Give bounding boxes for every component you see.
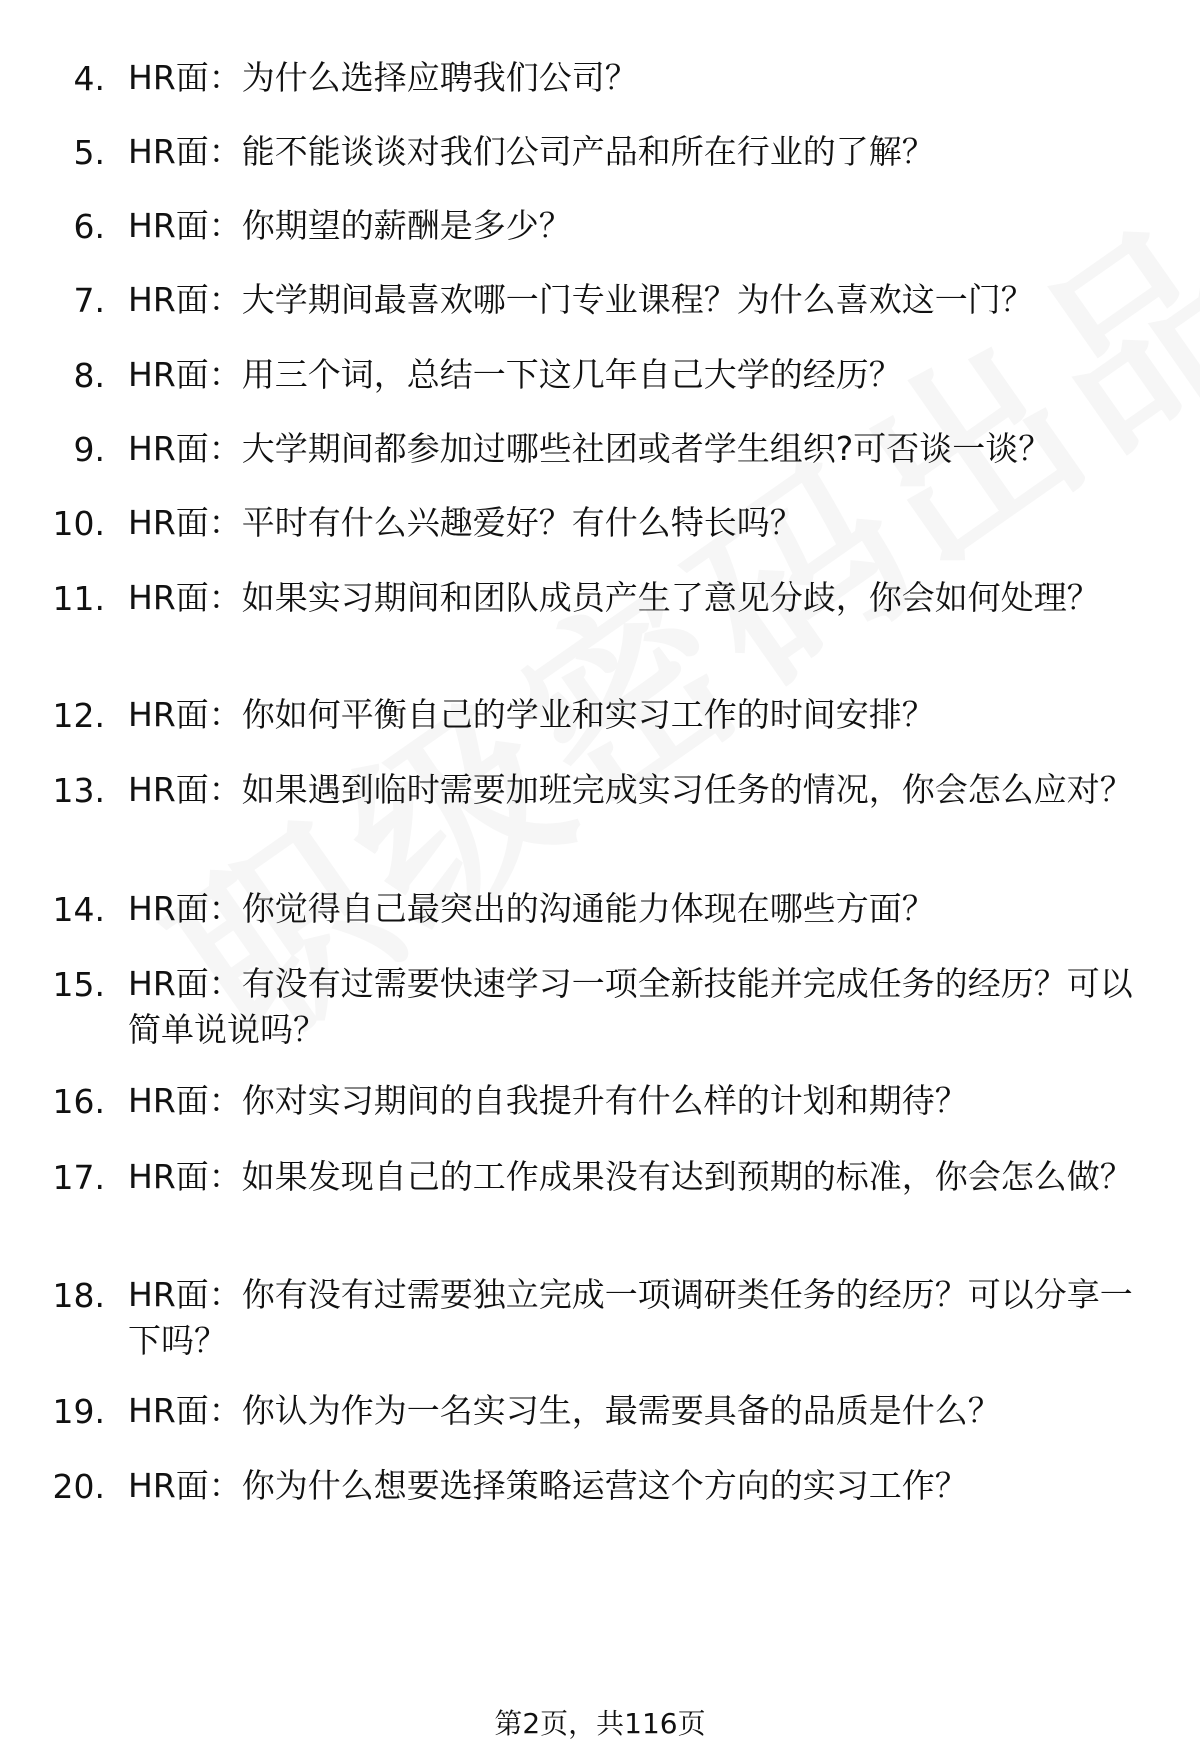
page-footer [0, 1706, 1200, 1742]
question-text: HR面：你有没有过需要独立完成一项调研类任务的经历？可以分享一下吗？ [128, 1275, 1133, 1360]
question-number: 7. [73, 281, 105, 320]
question-text: HR面：为什么选择应聘我们公司？ [128, 58, 638, 97]
question-text: HR面：如果实习期间和团队成员产生了意见分歧，你会如何处理？ [128, 578, 1100, 617]
question-number: 11. [52, 579, 105, 618]
question-number: 17. [52, 1158, 105, 1197]
question-text: HR面：如果发现自己的工作成果没有达到预期的标准，你会怎么做？ [128, 1157, 1133, 1196]
question-text: HR面：你期望的薪酬是多少？ [128, 206, 572, 245]
question-text: HR面：你如何平衡自己的学业和实习工作的时间安排？ [128, 695, 935, 734]
watermark [112, 349, 1147, 1291]
question-number: 16. [52, 1082, 105, 1121]
question-number: 10. [52, 504, 105, 543]
question-number: 4. [73, 59, 105, 98]
question-number: 5. [73, 133, 105, 172]
question-number: 6. [73, 207, 105, 246]
question-number: 9. [73, 430, 105, 469]
question-text: HR面：你为什么想要选择策略运营这个方向的实习工作？ [128, 1466, 968, 1505]
question-number: 14. [52, 890, 105, 929]
question-number: 15. [52, 965, 105, 1004]
question-number: 19. [52, 1392, 105, 1431]
question-text: HR面：有没有过需要快速学习一项全新技能并完成任务的经历？可以简单说说吗？ [128, 964, 1133, 1049]
question-text: HR面：如果遇到临时需要加班完成实习任务的情况，你会怎么应对？ [128, 770, 1133, 809]
question-text: HR面：你对实习期间的自我提升有什么样的计划和期待？ [128, 1081, 968, 1120]
question-text: HR面：你觉得自己最突出的沟通能力体现在哪些方面？ [128, 889, 935, 928]
question-text: HR面：大学期间最喜欢哪一门专业课程？为什么喜欢这一门？ [128, 280, 1034, 319]
question-text: HR面：大学期间都参加过哪些社团或者学生组织?可否谈一谈？ [128, 429, 1052, 468]
question-number: 12. [52, 696, 105, 735]
question-number: 18. [52, 1276, 105, 1315]
question-number: 20. [52, 1467, 105, 1506]
question-number: 13. [52, 771, 105, 810]
page-number-label: 第2页，共116页 [494, 1707, 706, 1740]
question-text: HR面：能不能谈谈对我们公司产品和所在行业的了解？ [128, 132, 935, 171]
question-number: 8. [73, 356, 105, 395]
question-text: HR面：你认为作为一名实习生，最需要具备的品质是什么？ [128, 1391, 1001, 1430]
question-text: HR面：用三个词，总结一下这几年自己大学的经历？ [128, 355, 902, 394]
question-text: HR面：平时有什么兴趣爱好？有什么特长吗？ [128, 503, 803, 542]
